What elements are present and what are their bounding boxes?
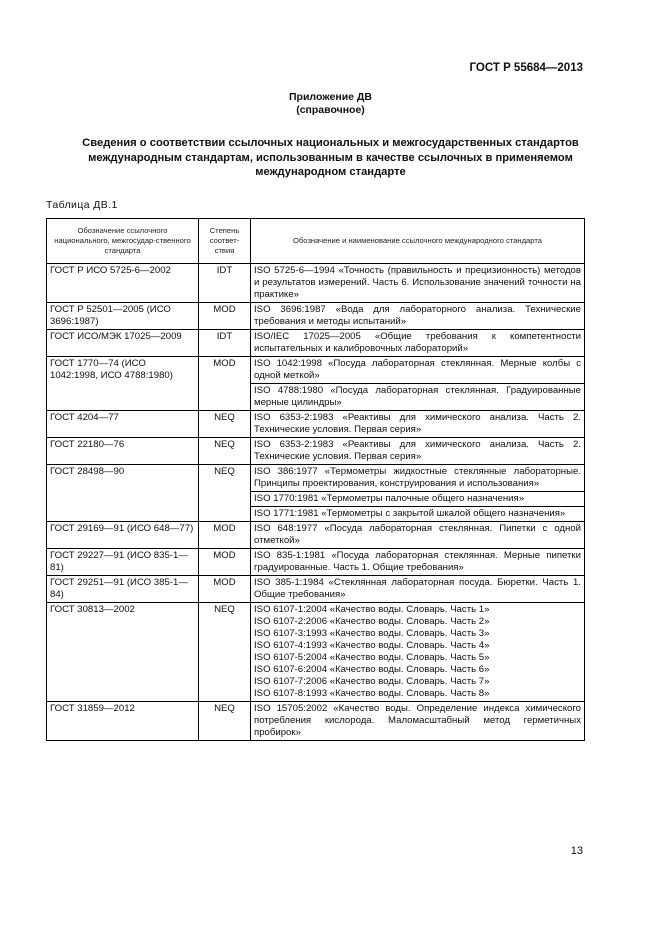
national-standard-cell: ГОСТ 29227—91 (ИСО 835-1—81) xyxy=(47,549,199,576)
header-degree: Степень соответ-ствия xyxy=(199,219,251,264)
national-standard-cell: ГОСТ 31859—2012 xyxy=(47,702,199,741)
national-standard-cell: ГОСТ 30813—2002 xyxy=(47,603,199,702)
appendix-subtitle: (справочное) xyxy=(296,104,365,116)
international-standard-cell: ISO 1770:1981 «Термометры палочные общего назначения» xyxy=(251,492,585,507)
list-item: ISO 6107-1:2004 «Качество воды. Словарь. Часть 1» xyxy=(254,604,490,615)
table-row xyxy=(47,576,585,603)
table-row xyxy=(47,438,585,465)
international-standard-cell: ISO 4788:1980 «Посуда лабораторная стеклянная. Градуированные мерные цилиндры» xyxy=(251,384,585,411)
national-standard-cell: ГОСТ 29169—91 (ИСО 648—77) xyxy=(47,522,199,549)
table-row xyxy=(47,357,585,384)
degree-cell: IDT xyxy=(199,264,251,303)
national-standard-cell: ГОСТ Р 52501—2005 (ИСО 3696:1987) xyxy=(47,303,199,330)
table-row xyxy=(47,702,585,741)
standards-table xyxy=(46,218,585,741)
international-standard-cell: ISO 5725-6—1994 «Точность (правильность и прецизионность) методов и результатов измерений. Часть 6. Использование значений точности на практике» xyxy=(251,264,585,303)
list-item: ISO 6107-4:1993 «Качество воды. Словарь. Часть 4» xyxy=(254,640,490,651)
page-number: 13 xyxy=(570,845,583,857)
national-standard-cell: ГОСТ 29251—91 (ИСО 385-1—84) xyxy=(47,576,199,603)
international-standard-cell: ISO 386:1977 «Термометры жидкостные стеклянные лабораторные. Принципы проектирования, конструирования и использования» xyxy=(251,465,585,492)
table-row xyxy=(47,411,585,438)
international-standard-cell: ISO 1042:1998 «Посуда лабораторная стеклянная. Мерные колбы с одной меткой» xyxy=(251,357,585,384)
appendix-title: Приложение ДВ xyxy=(289,91,372,103)
list-item: ISO 6107-6:2004 «Качество воды. Словарь. Часть 6» xyxy=(254,664,490,675)
international-standard-cell: ISO 6353-2:1983 «Реактивы для химического анализа. Часть 2. Технические условия. Первая серия» xyxy=(251,438,585,465)
list-item: ISO 6107-2:2006 «Качество воды. Словарь. Часть 2» xyxy=(254,616,490,627)
national-standard-cell: ГОСТ 22180—76 xyxy=(47,438,199,465)
international-standard-cell: ISO/IEC 17025—2005 «Общие требования к компетентности испытательных и калибровочных лабораторий» xyxy=(251,330,585,357)
national-standard-cell: ГОСТ ИСО/МЭК 17025—2009 xyxy=(47,330,199,357)
table-label: Таблица ДВ.1 xyxy=(46,199,118,211)
national-standard-cell: ГОСТ 28498—90 xyxy=(47,465,199,522)
degree-cell: NEQ xyxy=(199,702,251,741)
heading-line: международным стандартам, использованным в качестве ссылочных в применяемом xyxy=(88,151,573,164)
degree-cell: MOD xyxy=(199,549,251,576)
section-heading xyxy=(60,136,601,180)
degree-cell: MOD xyxy=(199,357,251,411)
heading-line: Сведения о соответствии ссылочных национальных и межгосударственных стандартов xyxy=(82,137,579,149)
international-standard-cell xyxy=(251,603,585,702)
list-item: ISO 6107-5:2004 «Качество воды. Словарь. Часть 5» xyxy=(254,652,490,663)
degree-cell: NEQ xyxy=(199,465,251,522)
national-standard-cell: ГОСТ 1770—74 (ИСО 1042:1998, ИСО 4788:1980) xyxy=(47,357,199,411)
degree-cell: MOD xyxy=(199,303,251,330)
header-national-standard: Обозначение ссылочного национального, межгосудар-ственного стандарта xyxy=(47,219,199,264)
international-standard-cell: ISO 1771:1981 «Термометры с закрытой шкалой общего назначения» xyxy=(251,507,585,522)
header-international-standard: Обозначение и наименование ссылочного международного стандарта xyxy=(251,219,585,264)
degree-cell: MOD xyxy=(199,576,251,603)
national-standard-cell: ГОСТ 4204—77 xyxy=(47,411,199,438)
degree-cell: IDT xyxy=(199,330,251,357)
table-row xyxy=(47,549,585,576)
appendix-block xyxy=(0,91,661,117)
table-row xyxy=(47,303,585,330)
international-standard-cell: ISO 648:1977 «Посуда лабораторная стеклянная. Пипетки с одной отметкой» xyxy=(251,522,585,549)
document-number: ГОСТ Р 55684—2013 xyxy=(469,62,583,74)
table-row xyxy=(47,330,585,357)
degree-cell: MOD xyxy=(199,522,251,549)
international-standard-cell: ISO 835-1:1981 «Посуда лабораторная стеклянная. Мерные пипетки градуированные. Часть 1. Общие требования» xyxy=(251,549,585,576)
degree-cell: NEQ xyxy=(199,411,251,438)
table-header-row xyxy=(47,219,585,264)
international-standard-cell: ISO 15705:2002 «Качество воды. Определение индекса химического потребления кислорода. Маломасштабный метод герметичных пробирок» xyxy=(251,702,585,741)
international-standard-cell: ISO 385-1:1984 «Стеклянная лабораторная посуда. Бюретки. Часть 1. Общие требования» xyxy=(251,576,585,603)
table-row xyxy=(47,522,585,549)
international-standard-cell: ISO 6353-2:1983 «Реактивы для химического анализа. Часть 2. Технические условия. Первая серия» xyxy=(251,411,585,438)
list-item: ISO 6107-3:1993 «Качество воды. Словарь. Часть 3» xyxy=(254,628,490,639)
table-row xyxy=(47,264,585,303)
list-item: ISO 6107-8:1993 «Качество воды. Словарь. Часть 8» xyxy=(254,688,490,699)
international-standard-cell: ISO 3696:1987 «Вода для лабораторного анализа. Технические требования и методы испытаний» xyxy=(251,303,585,330)
list-item: ISO 6107-7:2006 «Качество воды. Словарь. Часть 7» xyxy=(254,676,490,687)
degree-cell: NEQ xyxy=(199,438,251,465)
heading-line: международном стандарте xyxy=(255,166,406,178)
table-row xyxy=(47,603,585,702)
table-row xyxy=(47,465,585,492)
national-standard-cell: ГОСТ Р ИСО 5725-6—2002 xyxy=(47,264,199,303)
degree-cell: NEQ xyxy=(199,603,251,702)
